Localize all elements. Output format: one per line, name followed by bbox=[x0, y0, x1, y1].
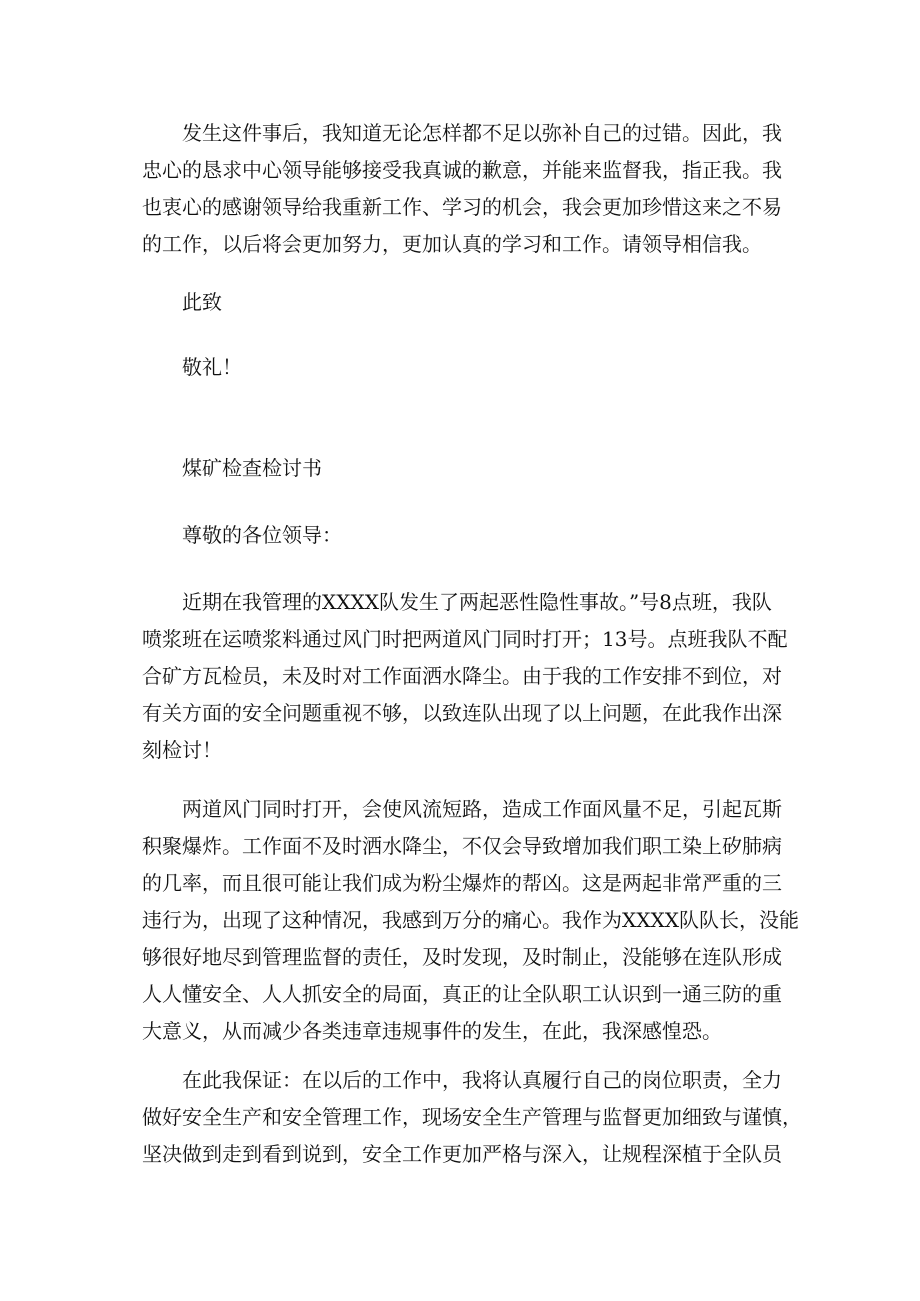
paragraph-line: 坚决做到走到看到说到，安全工作更加严格与深入，让规程深植于全队员 bbox=[142, 1142, 782, 1166]
document-title: 煤矿检查检讨书 bbox=[182, 456, 322, 480]
paragraph-line: 喷浆班在运喷浆料通过风门时把两道风门同时打开；13号。点班我队不配 bbox=[142, 627, 788, 651]
apology-paragraph bbox=[142, 115, 782, 263]
pledge-paragraph bbox=[142, 1062, 802, 1173]
paragraph-line: 的几率，而且很可能让我们成为粉尘爆炸的帮凶。这是两起非常严重的三 bbox=[142, 871, 782, 895]
paragraph-line: 有关方面的安全问题重视不够，以致连队出现了以上问题，在此我作出深 bbox=[142, 701, 782, 725]
salutation: 尊敬的各位领导： bbox=[182, 523, 342, 547]
paragraph-line: 合矿方瓦检员，未及时对工作面洒水降尘。由于我的工作安排不到位，对 bbox=[142, 664, 782, 688]
paragraph-line: 也衷心的感谢领导给我重新工作、学习的机会，我会更加珍惜这来之不易 bbox=[142, 195, 782, 219]
paragraph-line: 够很好地尽到管理监督的责任，及时发现，及时制止，没能够在连队形成 bbox=[142, 945, 782, 969]
paragraph-line: 大意义，从而减少各类违章违规事件的发生，在此，我深感惶恐。 bbox=[142, 1019, 722, 1043]
paragraph-line: 忠心的恳求中心领导能够接受我真诚的歉意，并能来监督我，指正我。我 bbox=[142, 158, 782, 182]
paragraph-line: 违行为，出现了这种情况，我感到万分的痛心。我作为XXXX队队长，没能 bbox=[142, 908, 799, 932]
closing-jingli: 敬礼！ bbox=[182, 355, 242, 379]
paragraph-line: 刻检讨！ bbox=[142, 738, 222, 762]
paragraph-line: 积聚爆炸。工作面不及时洒水降尘，不仅会导致增加我们职工染上矽肺病 bbox=[142, 834, 782, 858]
paragraph-line: 两道风门同时打开，会使风流短路，造成工作面风量不足，引起瓦斯 bbox=[182, 797, 782, 821]
paragraph-line: 人人懂安全、人人抓安全的局面，真正的让全队职工认识到一通三防的重 bbox=[142, 982, 782, 1006]
paragraph-line: 近期在我管理的XXXX队发生了两起恶性隐性事故。”号8点班，我队 bbox=[182, 590, 772, 614]
incident-paragraph bbox=[142, 584, 788, 769]
paragraph-line: 在此我保证：在以后的工作中，我将认真履行自己的岗位职责，全力 bbox=[182, 1068, 782, 1092]
consequence-paragraph bbox=[142, 791, 799, 1050]
paragraph-line: 的工作，以后将会更加努力，更加认真的学习和工作。请领导相信我。 bbox=[142, 232, 762, 256]
paragraph-line: 做好安全生产和安全管理工作，现场安全生产管理与监督更加细致与谨慎， bbox=[142, 1105, 802, 1129]
paragraph-line: 发生这件事后，我知道无论怎样都不足以弥补自己的过错。因此，我 bbox=[182, 121, 782, 145]
closing-cizhi: 此致 bbox=[182, 290, 222, 314]
